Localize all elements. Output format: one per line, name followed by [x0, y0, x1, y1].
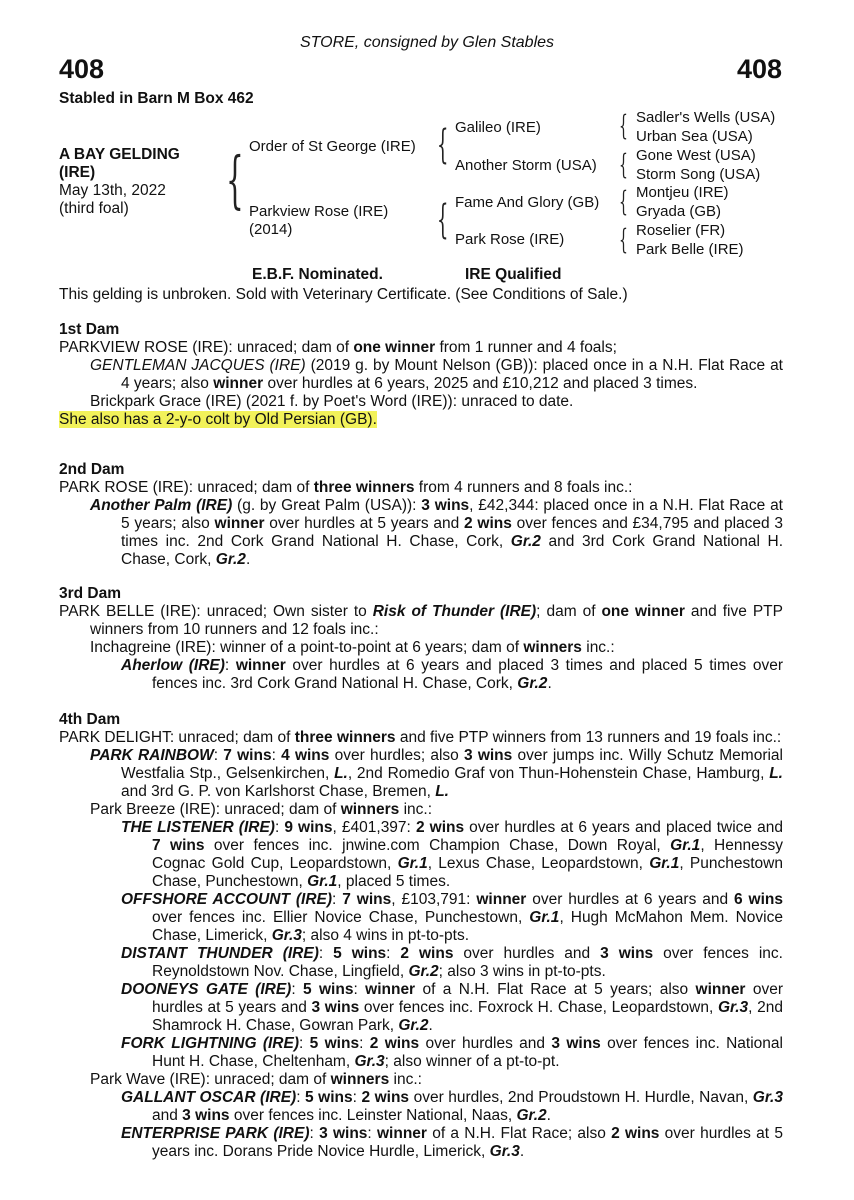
- brace-main: {: [226, 143, 244, 216]
- horse-dob: May 13th, 2022: [59, 182, 166, 199]
- section-heading: 2nd Dam: [59, 461, 125, 478]
- section-heading: 4th Dam: [59, 711, 121, 728]
- ss-sire: Sadler's Wells (USA): [636, 109, 776, 126]
- ss-dam: Urban Sea (USA): [636, 128, 753, 145]
- brace-sd: {: [619, 148, 628, 181]
- dam-dam: Park Rose (IRE): [455, 231, 565, 248]
- stabled-location: Stabled in Barn M Box 462: [59, 90, 254, 107]
- section-heading: 1st Dam: [59, 321, 120, 338]
- brace-ds: {: [619, 185, 628, 218]
- progeny-entry: GENTLEMAN JACQUES (IRE) (2019 g. by Mount Nelson (GB)): placed once in a N.H. Flat Race at 4 years; also winner over hurdles at 6 years, 2025 and £10,212 and placed 3 times.: [90, 357, 783, 392]
- second-dam-section: [59, 461, 783, 569]
- progeny-entry: Inchagreine (IRE): winner of a point-to-point at 6 years; dam of winners inc.:: [90, 639, 615, 656]
- first-dam-section: [59, 321, 783, 429]
- brace-sire: {: [437, 122, 449, 168]
- horse-description: [59, 146, 180, 218]
- sire-dam: Another Storm (USA): [455, 157, 597, 174]
- progeny-entry: ENTERPRISE PARK (IRE): 3 wins: winner of a N.H. Flat Race; also 2 wins over hurdles at 5 years inc. Dorans Pride Novice Hurdle, Limerick, Gr.3.: [121, 1125, 783, 1160]
- dam: Parkview Rose (IRE): [249, 203, 389, 220]
- sd-dam: Storm Song (USA): [636, 166, 761, 183]
- dd-dam: Park Belle (IRE): [636, 241, 744, 258]
- dam-year: (2014): [249, 221, 293, 238]
- section-heading: 3rd Dam: [59, 585, 122, 602]
- ds-dam: Gryada (GB): [636, 203, 722, 220]
- progeny-entry: OFFSHORE ACCOUNT (IRE): 7 wins, £103,791: winner over hurdles at 6 years and 6 wins over fences inc. Ellier Novice Chase, Punchestown, Gr.1, Hugh McMahon Mem. Novice Chase, Limerick, Gr.3; also 4 wins in pt-to-pts.: [121, 891, 784, 944]
- progeny-entry: Park Breeze (IRE): unraced; dam of winners inc.:: [90, 801, 432, 818]
- lot-number-right: 408: [736, 54, 782, 84]
- progeny-entry: DOONEYS GATE (IRE): 5 wins: winner of a N.H. Flat Race at 5 years; also winner over hurdles at 5 years and 3 wins over fences inc. Foxrock H. Chase, Leopardstown, Gr.3, 2nd Shamrock H. Chase, Gowran Park, Gr.2.: [121, 981, 783, 1034]
- progeny-entry: GALLANT OSCAR (IRE): 5 wins: 2 wins over hurdles, 2nd Proudstown H. Hurdle, Navan, Gr.3 and 3 wins over fences inc. Leinster National, Naas, Gr.2.: [121, 1089, 783, 1124]
- dam-intro: PARKVIEW ROSE (IRE): unraced; dam of one winner from 1 runner and 4 foals;: [59, 339, 617, 356]
- progeny-entry: DISTANT THUNDER (IRE): 5 wins: 2 wins over hurdles and 3 wins over fences inc. Reynoldstown Nov. Chase, Lingfield, Gr.2; also 3 wins in pt-to-pts.: [121, 945, 783, 980]
- consignor-line: STORE, consigned by Glen Stables: [299, 34, 555, 51]
- sd-sire: Gone West (USA): [636, 147, 756, 164]
- dam-sire: Fame And Glory (GB): [455, 194, 600, 211]
- progeny-entry: Brickpark Grace (IRE) (2021 f. by Poet's Word (IRE)): unraced to date.: [90, 393, 574, 410]
- horse-name-line2: (IRE): [59, 164, 96, 181]
- fourth-dam-section: [59, 711, 783, 1161]
- progeny-entry: Another Palm (IRE) (g. by Great Palm (USA)): 3 wins, £42,344: placed once in a N.H. Flat Race at 5 years; also winner over hurdles at 5 years and 2 wins over fences and £34,795 and placed 3 times inc. 2nd Cork Grand National H. Chase, Cork, Gr.2 and 3rd Cork Grand National H. Chase, Cork, Gr.2.: [90, 497, 783, 568]
- lot-number-left: 408: [59, 54, 105, 84]
- progeny-entry: PARK RAINBOW: 7 wins: 4 wins over hurdles; also 3 wins over jumps inc. Willy Schutz Memorial Westfalia Stp., Gelsenkirchen, L., 2nd Romedio Graf von Thun-Hohenstein Chase, Hamburg, L. and 3rd G. P. von Karlshorst Chase, Bremen, L.: [90, 747, 783, 800]
- brace-dam: {: [437, 197, 449, 243]
- ire-qualified: IRE Qualified: [465, 266, 562, 283]
- brace-dd: {: [619, 223, 628, 256]
- progeny-entry: THE LISTENER (IRE): 9 wins, £401,397: 2 wins over hurdles at 6 years and placed twice and 7 wins over fences inc. jnwine.com Champion Chase, Down Royal, Gr.1, Hennessy Cognac Gold Cup, Leopardstown, Gr.1, Lexus Chase, Leopardstown, Gr.1, Punchestown Chase, Punchestown, Gr.1, placed 5 times.: [121, 819, 783, 890]
- dam-intro: PARK BELLE (IRE): unraced; Own sister to Risk of Thunder (IRE); dam of one winner and five PTP winners from 10 runners and 12 foals inc.:: [59, 603, 783, 638]
- brace-ss: {: [619, 109, 628, 142]
- dd-sire: Roselier (FR): [636, 222, 726, 239]
- sire: Order of St George (IRE): [249, 138, 416, 155]
- progeny-entry: Aherlow (IRE): winner over hurdles at 6 years and placed 3 times and placed 5 times over fences inc. 3rd Cork Grand National H. Chase, Cork, Gr.2.: [121, 657, 783, 692]
- dam-intro: PARK ROSE (IRE): unraced; dam of three winners from 4 runners and 8 foals inc.:: [59, 479, 633, 496]
- third-dam-section: [59, 585, 783, 693]
- horse-foal-number: (third foal): [59, 200, 129, 217]
- conditions-note: This gelding is unbroken. Sold with Veterinary Certificate. (See Conditions of Sale.): [59, 286, 628, 303]
- ds-sire: Montjeu (IRE): [636, 184, 729, 201]
- sire-sire: Galileo (IRE): [455, 119, 541, 136]
- highlighted-note: She also has a 2-y-o colt by Old Persian (GB).: [59, 411, 377, 428]
- horse-name-line1: A BAY GELDING: [59, 146, 180, 163]
- progeny-entry: FORK LIGHTNING (IRE): 5 wins: 2 wins over hurdles and 3 wins over fences inc. National Hunt H. Chase, Cheltenham, Gr.3; also winner of a pt-to-pt.: [121, 1035, 783, 1070]
- dam-intro: PARK DELIGHT: unraced; dam of three winners and five PTP winners from 13 runners and 19 foals inc.:: [59, 729, 782, 746]
- ebf-nomination: E.B.F. Nominated.: [252, 266, 383, 283]
- progeny-entry: Park Wave (IRE): unraced; dam of winners inc.:: [90, 1071, 422, 1088]
